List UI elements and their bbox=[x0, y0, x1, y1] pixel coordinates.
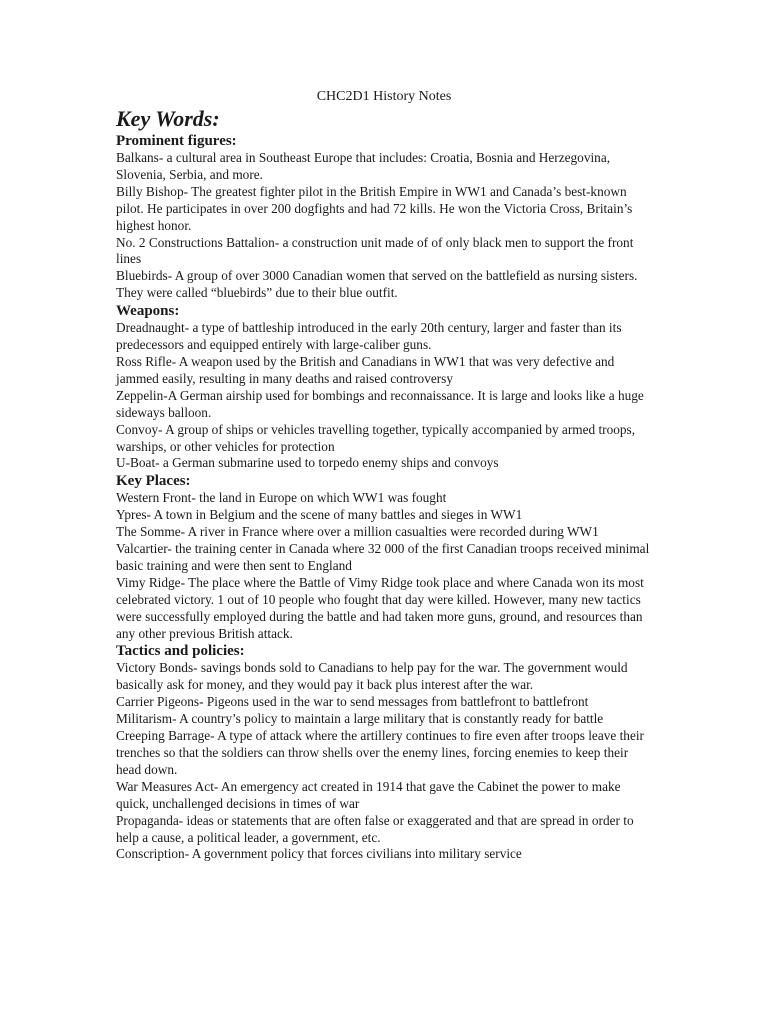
entry-term: Propaganda bbox=[116, 812, 179, 828]
entry-term: Conscription bbox=[116, 846, 185, 862]
entry-definition: - a cultural area in Southeast Europe that includes: Croatia, Bosnia and Herzegovina, Slovenia, Serbia, and more. bbox=[116, 150, 611, 182]
entry-definition: - a construction unit made of of only black men to support the front lines bbox=[116, 234, 634, 267]
entry-term: Valcartier bbox=[116, 541, 168, 557]
entry-definition: - A government policy that forces civilians into military service bbox=[184, 846, 522, 862]
entry-convoy bbox=[116, 422, 656, 456]
entry-war-measures-act bbox=[116, 779, 656, 813]
section-heading: Tactics and policies: bbox=[116, 643, 245, 660]
entry-definition: - A river in France where over a million casualties were recorded during WW1 bbox=[180, 524, 599, 540]
entry-definition: - The place where the Battle of Vimy Ridge took place and where Canada won its most celebrated victory. 1 out of 10 people who fought that day were killed. However, many new tactics were successfully employed during the battle and had taken more guns, ground, and resources than any other previous British attack. bbox=[116, 574, 644, 641]
entry-valcartier bbox=[116, 541, 656, 575]
entry-vimy-ridge bbox=[116, 575, 656, 643]
entry-definition: - the land in Europe on which WW1 was fought bbox=[191, 490, 447, 506]
entry-the-somme bbox=[116, 524, 656, 541]
entry-definition: - A group of ships or vehicles travelling together, typically accompanied by armed troops, warships, or other vehicles for protection bbox=[116, 421, 636, 454]
entry-term: Western Front bbox=[116, 490, 192, 506]
entry-billy-bishop bbox=[116, 184, 656, 235]
entry-definition: - ideas or statements that are often false or exaggerated and that are spread in order to help a cause, a political leader, a government, etc. bbox=[116, 812, 634, 845]
entry-term: Bluebirds bbox=[116, 268, 168, 284]
entry-conscription bbox=[116, 846, 656, 863]
entry-term: Militarism bbox=[116, 711, 173, 727]
entry-term: Convoy bbox=[116, 421, 159, 437]
section-weapons bbox=[116, 302, 656, 472]
entry-definition: - A town in Belgium and the scene of many battles and sieges in WW1 bbox=[146, 507, 523, 523]
entry-term: Ross Rifle bbox=[116, 353, 172, 369]
entry-u-boat bbox=[116, 455, 656, 472]
entry-dreadnaught bbox=[116, 320, 656, 354]
entry-term: Billy Bishop bbox=[116, 183, 184, 199]
entry-militarism bbox=[116, 711, 656, 728]
entry-creeping-barrage bbox=[116, 728, 656, 779]
entry-zeppelin bbox=[116, 388, 656, 422]
entry-term: Vimy Ridge bbox=[116, 574, 181, 590]
section-heading: Prominent figures: bbox=[116, 133, 237, 149]
section-tactics-and-policies bbox=[116, 642, 656, 863]
entry-definition: - A group of over 3000 Canadian women that served on the battlefield as nursing sisters. They were called “bluebirds” due to their blue outfit. bbox=[116, 268, 638, 301]
entry-definition: - An emergency act created in 1914 that gave the Cabinet the power to make quick, unchallenged decisions in times of war bbox=[116, 778, 621, 811]
section-heading: Weapons: bbox=[116, 303, 180, 320]
entry-definition: - Pigeons used in the war to send messages from battlefront to battlefront bbox=[199, 694, 589, 710]
entry-term: Balkans bbox=[116, 150, 159, 165]
entry-definition: -A German airship used for bombings and reconnaissance. It is large and looks like a huge sideways balloon. bbox=[116, 387, 644, 420]
document-body bbox=[116, 106, 656, 863]
section-key-places bbox=[116, 472, 656, 642]
entry-term: No. 2 Constructions Battalion bbox=[116, 234, 275, 250]
entry-bluebirds bbox=[116, 268, 656, 302]
key-words-heading: Key Words: bbox=[116, 106, 220, 131]
entry-term: Creeping Barrage bbox=[116, 728, 211, 744]
entry-term: Zeppelin bbox=[116, 387, 164, 403]
entry-carrier-pigeons bbox=[116, 694, 656, 711]
entry-victory-bonds bbox=[116, 660, 656, 694]
entry-ypres bbox=[116, 507, 656, 524]
entry-ross-rifle bbox=[116, 354, 656, 388]
entry-no2-construction-battalion bbox=[116, 235, 656, 269]
section-prominent-figures bbox=[116, 132, 656, 302]
entry-balkans bbox=[116, 150, 656, 184]
entry-propaganda bbox=[116, 813, 656, 847]
section-heading: Key Places: bbox=[116, 473, 191, 490]
entry-definition: - A weapon used by the British and Canadians in WW1 that was very defective and jammed easily, resulting in many deaths and raised controversy bbox=[116, 353, 615, 386]
entry-term: U-Boat bbox=[116, 455, 156, 471]
entry-term: The Somme bbox=[116, 524, 181, 540]
entry-western-front bbox=[116, 490, 656, 507]
entry-definition: - The greatest fighter pilot in the British Empire in WW1 and Canada’s best-known pilot. He participates in over 200 dogfights and had 72 kills. He won the Victoria Cross, Britain’s highest honor. bbox=[116, 183, 633, 233]
entry-term: Dreadnaught bbox=[116, 320, 185, 336]
entry-term: Ypres bbox=[116, 507, 147, 523]
document-title: CHC2D1 History Notes bbox=[316, 89, 452, 104]
entry-term: Victory Bonds bbox=[116, 660, 194, 676]
entry-definition: - savings bonds sold to Canadians to help pay for the war. The government would basically ask for money, and they would pay it back plus interest after the war. bbox=[116, 660, 628, 693]
entry-definition: - a German submarine used to torpedo enemy ships and convoys bbox=[155, 455, 499, 471]
entry-definition: - a type of battleship introduced in the early 20th century, larger and faster than its predecessors and equipped entirely with large-caliber guns. bbox=[116, 320, 622, 353]
entry-definition: - the training center in Canada where 32 000 of the first Canadian troops received minimal basic training and were then sent to England bbox=[116, 541, 650, 573]
entry-term: War Measures Act bbox=[116, 778, 214, 794]
entry-definition: - A type of attack where the artillery continues to fire even after troops leave their trenches so that the soldiers can throw shells over the enemy lines, forcing enemies to keep their head down. bbox=[116, 728, 644, 777]
entry-definition: - A country’s policy to maintain a large military that is constantly ready for battle bbox=[172, 711, 604, 727]
entry-term: Carrier Pigeons bbox=[116, 694, 200, 710]
